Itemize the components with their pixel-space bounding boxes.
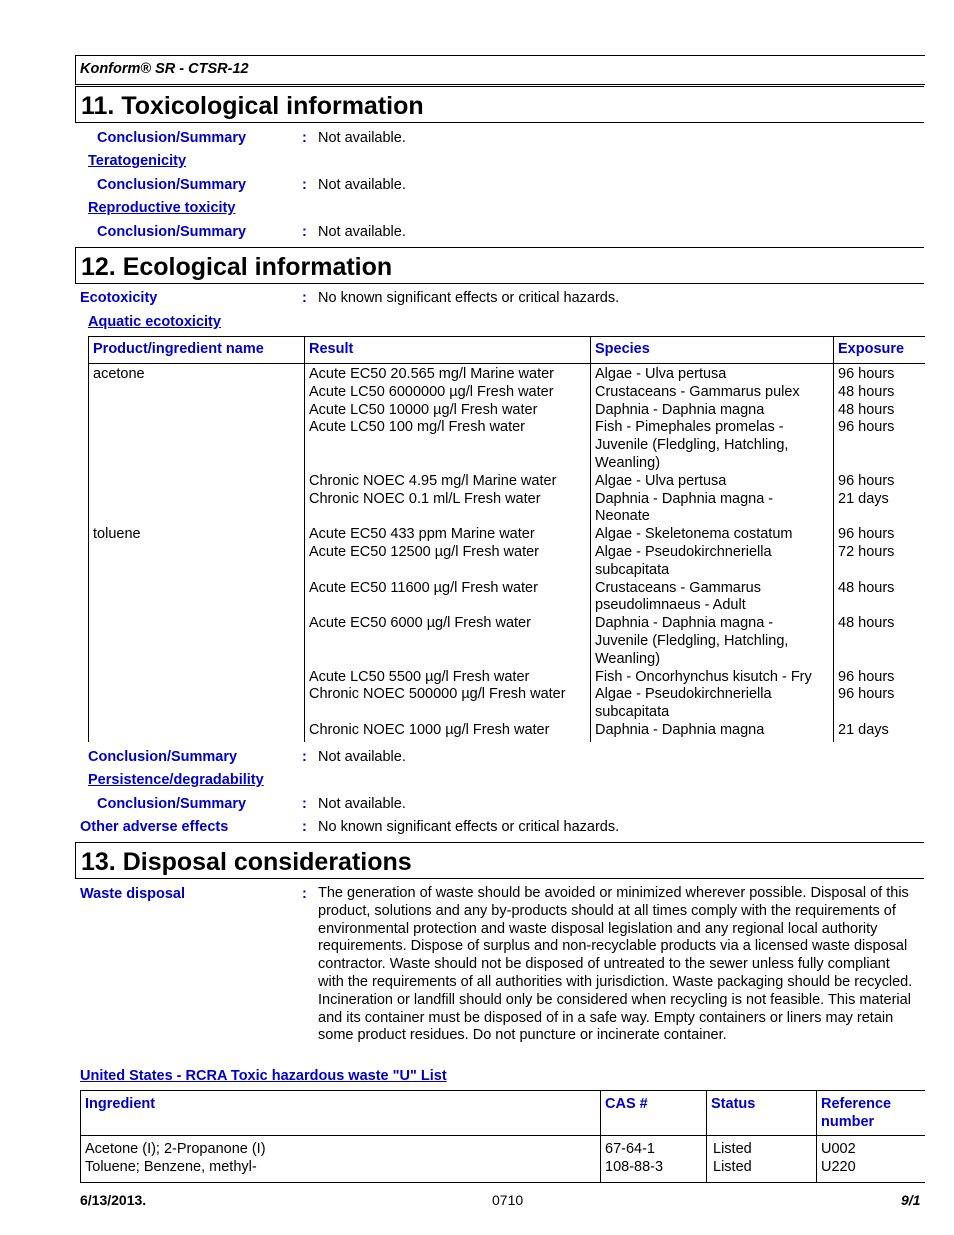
species-line: subcapitata (595, 704, 670, 721)
exposure-list (838, 526, 921, 740)
result-line: Acute LC50 5500 µg/l Fresh water (309, 668, 530, 685)
result-line: Acute LC50 6000000 µg/l Fresh water (309, 383, 554, 400)
footer-page: 9/1 (901, 1192, 921, 1208)
cas-line: 108-88-3 (605, 1158, 664, 1175)
rcra-list-link[interactable]: United States - RCRA Toxic hazardous waste "U" List (80, 1068, 447, 1084)
species-line: Algae - Ulva pertusa (595, 472, 727, 489)
ingredient-name: acetone (93, 366, 145, 382)
s12-conclusion-label-2: Conclusion/Summary (97, 796, 247, 812)
ingredient-line: Toluene; Benzene, methyl- (85, 1158, 257, 1175)
s11-conclusion-label-1: Conclusion/Summary (97, 130, 247, 146)
waste-disposal-text: The generation of waste should be avoided or minimized wherever possible. Disposal of this product, solutions and any by-products should at all times comply with the requirements of environmental protection and waste disposal legislation and any regional local authority requirements. Dispose of surplus and non-recyclable products via a licensed waste disposal contractor. Waste should not be disposed of untreated to the sewer unless fully compliant with the requirements of all authorities with jurisdiction. Waste packaging should be recycled. Incineration or landfill should only be considered when recycling is not feasible. This material and its container must be disposed of in a safe way. Empty containers or liners may retain some product residues. Do not puncture or incinerate container. (318, 885, 913, 1044)
col-header-ingredient: Ingredient (81, 1091, 601, 1136)
species-line: Algae - Skeletonema costatum (595, 526, 793, 543)
result-line (309, 633, 586, 651)
ingredient-name: toluene (93, 526, 141, 543)
col-header-result: Result (305, 337, 591, 364)
ingredient-line: Acetone (I); 2-Propanone (I) (85, 1141, 266, 1157)
s11-conclusion-label-2: Conclusion/Summary (97, 177, 247, 193)
ingredient-list (85, 1141, 596, 1177)
reference-line: U220 (821, 1158, 856, 1175)
exposure-line (838, 562, 921, 580)
colon: : (302, 177, 307, 193)
footer-date: 6/13/2013. (80, 1192, 147, 1208)
result-line: Acute EC50 11600 µg/l Fresh water (309, 579, 538, 596)
other-adverse-effects-value: No known significant effects or critical hazards. (318, 819, 620, 835)
result-line (309, 651, 586, 669)
exposure-line: 21 days (838, 721, 889, 738)
species-line: Daphnia - Daphnia magna (595, 401, 765, 418)
other-adverse-effects-label: Other adverse effects (80, 819, 229, 835)
section-12-header (75, 247, 924, 284)
table-header-row (89, 337, 925, 364)
table-header-row (81, 1091, 925, 1136)
status-line: Listed (713, 1158, 752, 1175)
section-11-header (75, 86, 924, 123)
exposure-line: 96 hours (838, 366, 895, 382)
result-list (309, 366, 586, 526)
species-line: Weanling) (595, 454, 661, 471)
exposure-line: 72 hours (838, 543, 895, 560)
exposure-line (838, 633, 921, 651)
colon: : (302, 886, 307, 902)
result-line (309, 508, 586, 526)
col-header-cas: CAS # (601, 1091, 707, 1136)
result-line: Acute EC50 12500 µg/l Fresh water (309, 543, 540, 560)
reproductive-toxicity-link[interactable]: Reproductive toxicity (88, 200, 236, 216)
document-header (75, 55, 925, 85)
ecotoxicity-table (88, 336, 925, 742)
teratogenicity-link[interactable]: Teratogenicity (88, 153, 187, 169)
footer-code: 0710 (492, 1192, 524, 1208)
species-line: Neonate (595, 508, 650, 525)
species-line: Crustaceans - Gammarus pulex (595, 383, 800, 400)
col-header-species: Species (591, 337, 834, 364)
s11-conclusion-label-3: Conclusion/Summary (97, 224, 247, 240)
result-line: Acute LC50 100 mg/l Fresh water (309, 419, 525, 436)
exposure-line: 96 hours (838, 668, 895, 685)
result-line (309, 562, 586, 580)
result-line (309, 704, 586, 722)
col-header-reference: Reference number (817, 1091, 925, 1136)
s12-conclusion-value-1: Not available. (318, 749, 406, 765)
result-line: Chronic NOEC 500000 µg/l Fresh water (309, 686, 566, 703)
col-header-product: Product/ingredient name (89, 337, 305, 364)
reference-line: U002 (821, 1141, 856, 1157)
exposure-line: 48 hours (838, 383, 895, 400)
colon: : (302, 130, 307, 146)
species-list (595, 366, 829, 526)
rcra-table (80, 1090, 925, 1183)
exposure-line (838, 508, 921, 526)
exposure-line: 96 hours (838, 419, 895, 436)
result-line (309, 455, 586, 473)
species-list (595, 526, 829, 740)
exposure-line: 96 hours (838, 526, 895, 543)
cas-list (605, 1141, 702, 1177)
colon: : (302, 819, 307, 835)
table-row (81, 1136, 925, 1183)
species-line: subcapitata (595, 561, 670, 578)
exposure-line: 48 hours (838, 579, 895, 596)
exposure-line (838, 455, 921, 473)
result-line: Acute EC50 20.565 mg/l Marine water (309, 366, 555, 382)
colon: : (302, 224, 307, 240)
colon: : (302, 796, 307, 812)
species-line: Weanling) (595, 650, 661, 667)
result-line: Chronic NOEC 1000 µg/l Fresh water (309, 721, 550, 738)
result-line: Chronic NOEC 4.95 mg/l Marine water (309, 472, 557, 489)
status-list (713, 1141, 812, 1177)
colon: : (302, 749, 307, 765)
waste-disposal-label: Waste disposal (80, 886, 186, 902)
species-line: Algae - Pseudokirchneriella (595, 543, 772, 560)
s12-conclusion-value-2: Not available. (318, 796, 406, 812)
result-line (309, 597, 586, 615)
exposure-line (838, 704, 921, 722)
exposure-list (838, 366, 921, 526)
species-line: Juvenile (Fledgling, Hatchling, (595, 632, 789, 649)
colon: : (302, 290, 307, 306)
s11-conclusion-value-2: Not available. (318, 177, 406, 193)
s11-conclusion-value-1: Not available. (318, 130, 406, 146)
species-line: Algae - Pseudokirchneriella (595, 686, 772, 703)
species-line: Daphnia - Daphnia magna (595, 721, 765, 738)
species-line: Juvenile (Fledgling, Hatchling, (595, 437, 789, 454)
s11-conclusion-value-3: Not available. (318, 224, 406, 240)
exposure-line: 21 days (838, 490, 889, 507)
col-header-exposure: Exposure (834, 337, 925, 364)
species-line: Daphnia - Daphnia magna - (595, 490, 774, 507)
section-11-title: 11. Toxicological information (81, 92, 424, 120)
species-line: pseudolimnaeus - Adult (595, 597, 746, 614)
exposure-line (838, 651, 921, 669)
section-12-title: 12. Ecological information (81, 253, 393, 281)
aquatic-ecotoxicity-link[interactable]: Aquatic ecotoxicity (88, 314, 221, 330)
ecotoxicity-value: No known significant effects or critical hazards. (318, 290, 620, 306)
s12-conclusion-label-1: Conclusion/Summary (88, 749, 238, 765)
result-line: Acute LC50 10000 µg/l Fresh water (309, 401, 538, 418)
species-line: Algae - Ulva pertusa (595, 366, 727, 382)
col-header-status: Status (707, 1091, 817, 1136)
section-13-title: 13. Disposal considerations (81, 848, 412, 876)
exposure-line: 96 hours (838, 686, 895, 703)
section-13-header (75, 842, 924, 879)
status-line: Listed (713, 1141, 752, 1157)
ecotoxicity-label: Ecotoxicity (80, 290, 158, 306)
exposure-line (838, 437, 921, 455)
cas-line: 67-64-1 (605, 1141, 655, 1157)
species-line: Crustaceans - Gammarus (595, 579, 761, 596)
reference-list (821, 1141, 921, 1177)
result-line (309, 437, 586, 455)
species-line: Daphnia - Daphnia magna - (595, 615, 774, 632)
exposure-line (838, 597, 921, 615)
result-line: Acute EC50 433 ppm Marine water (309, 526, 535, 543)
persistence-degradability-link[interactable]: Persistence/degradability (88, 772, 264, 788)
species-line: Fish - Oncorhynchus kisutch - Fry (595, 668, 812, 685)
exposure-line: 48 hours (838, 401, 895, 418)
exposure-line: 48 hours (838, 615, 895, 632)
product-name: Konform® SR - CTSR-12 (80, 61, 249, 77)
exposure-line: 96 hours (838, 472, 895, 489)
result-list (309, 526, 586, 740)
result-line: Chronic NOEC 0.1 ml/L Fresh water (309, 490, 541, 507)
species-line: Fish - Pimephales promelas - (595, 419, 784, 436)
result-line: Acute EC50 6000 µg/l Fresh water (309, 615, 531, 632)
